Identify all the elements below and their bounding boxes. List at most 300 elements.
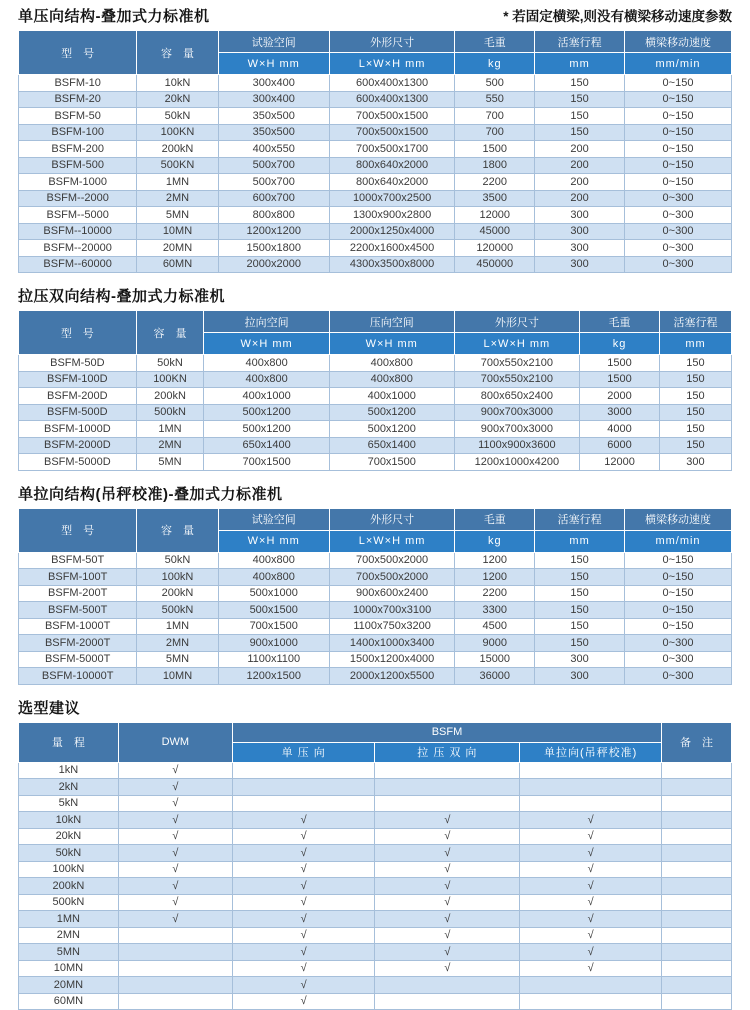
header-cell: 型 号	[19, 311, 137, 355]
cell: 5MN	[137, 651, 218, 668]
model-cell: 20kN	[19, 828, 119, 845]
cell: 400x800	[329, 371, 454, 388]
table-row	[19, 668, 732, 685]
cell: √	[375, 944, 520, 961]
cell: 300	[535, 668, 625, 685]
section-tension-compression	[18, 285, 732, 471]
cell: 0~300	[625, 668, 732, 685]
header-cell: 容 量	[137, 31, 218, 75]
table-row	[19, 993, 732, 1010]
cell: 500x1200	[204, 421, 329, 438]
cell: 600x400x1300	[329, 75, 454, 92]
cell: 500x1200	[329, 421, 454, 438]
table-row	[19, 223, 732, 240]
table-row	[19, 75, 732, 92]
cell: 2000x2000	[218, 256, 329, 273]
cell: 0~150	[625, 91, 732, 108]
model-cell: BSFM-1000	[19, 174, 137, 191]
header-row	[19, 31, 732, 53]
cell: √	[520, 960, 662, 977]
cell: 10kN	[137, 75, 218, 92]
cell: 500x1200	[329, 404, 454, 421]
table-row	[19, 878, 732, 895]
header-cell: 型 号	[19, 508, 137, 552]
model-cell: BSFM--5000	[19, 207, 137, 224]
header-cell: DWM	[118, 722, 232, 762]
cell: 9000	[455, 635, 535, 652]
cell: 500kN	[136, 404, 204, 421]
cell: 0~300	[625, 190, 732, 207]
cell: 20kN	[137, 91, 218, 108]
cell: 500x700	[218, 157, 329, 174]
cell: 650x1400	[204, 437, 329, 454]
cell: 150	[535, 602, 625, 619]
model-cell: 100kN	[19, 861, 119, 878]
cell: 400x550	[218, 141, 329, 158]
cell: 1500	[580, 371, 660, 388]
header-cell: 型 号	[19, 31, 137, 75]
cell	[662, 845, 732, 862]
cell: 200	[535, 174, 625, 191]
table-row	[19, 552, 732, 569]
cell: 150	[659, 404, 731, 421]
cell	[520, 762, 662, 779]
header-cell: 外形尺寸	[454, 311, 579, 333]
cell: 300	[535, 223, 625, 240]
header-cell: 外形尺寸	[329, 508, 454, 530]
section-title: 单压向结构-叠加式力标准机	[18, 5, 210, 26]
cell: 150	[535, 75, 625, 92]
header-cell: 毛重	[455, 31, 535, 53]
cell: 60MN	[137, 256, 218, 273]
cell: 36000	[455, 668, 535, 685]
header-cell: mm	[535, 53, 625, 75]
cell: 700x1500	[218, 618, 329, 635]
cell: 500KN	[137, 157, 218, 174]
cell	[662, 993, 732, 1010]
cell: 300	[535, 240, 625, 257]
table-row	[19, 960, 732, 977]
cell: 0~300	[625, 240, 732, 257]
header-row	[19, 311, 732, 333]
cell: 100KN	[136, 371, 204, 388]
cell	[118, 960, 232, 977]
cell: 1500	[455, 141, 535, 158]
header-cell: mm	[535, 530, 625, 552]
cell: √	[118, 894, 232, 911]
header-cell: kg	[580, 333, 660, 355]
header-cell: 活塞行程	[535, 508, 625, 530]
model-cell: BSFM-5000T	[19, 651, 137, 668]
cell	[375, 977, 520, 994]
cell: 0~300	[625, 651, 732, 668]
table-row	[19, 157, 732, 174]
header-cell: mm/min	[625, 53, 732, 75]
cell: 700x550x2100	[454, 371, 579, 388]
cell: 0~300	[625, 223, 732, 240]
cell: 300	[535, 207, 625, 224]
cell: 0~150	[625, 108, 732, 125]
cell	[232, 795, 375, 812]
cell: 150	[535, 552, 625, 569]
cell: 50kN	[136, 355, 204, 372]
cell: √	[375, 845, 520, 862]
cell: 100kN	[137, 569, 218, 586]
header-cell: 横梁移动速度	[625, 31, 732, 53]
cell: √	[118, 779, 232, 796]
cell: 2000	[580, 388, 660, 405]
cell: 300x400	[218, 75, 329, 92]
cell	[118, 944, 232, 961]
cell: 150	[535, 124, 625, 141]
cell	[662, 894, 732, 911]
table-row	[19, 141, 732, 158]
cell: 200kN	[137, 141, 218, 158]
cell: √	[375, 828, 520, 845]
table-row	[19, 635, 732, 652]
section-head	[18, 697, 732, 718]
table-row	[19, 124, 732, 141]
cell: 4500	[455, 618, 535, 635]
cell: 200	[535, 190, 625, 207]
cell: 1500	[580, 355, 660, 372]
model-cell: BSFM-100T	[19, 569, 137, 586]
cell: 2MN	[136, 437, 204, 454]
selection-guide-table	[18, 722, 732, 1010]
cell: 45000	[455, 223, 535, 240]
cell: 400x800	[204, 355, 329, 372]
cell: 700	[455, 108, 535, 125]
cell: 20MN	[137, 240, 218, 257]
cell: 3500	[455, 190, 535, 207]
cell: 1500x1800	[218, 240, 329, 257]
cell: 700x500x1700	[329, 141, 454, 158]
section-title: 拉压双向结构-叠加式力标准机	[18, 285, 225, 306]
cell: 10MN	[137, 223, 218, 240]
cell: √	[520, 878, 662, 895]
cell: 550	[455, 91, 535, 108]
model-cell: 1MN	[19, 911, 119, 928]
cell: 1100x1100	[218, 651, 329, 668]
model-cell: BSFM-2000D	[19, 437, 137, 454]
table-row	[19, 256, 732, 273]
cell	[662, 911, 732, 928]
cell: 5MN	[136, 454, 204, 471]
cell: 4300x3500x8000	[329, 256, 454, 273]
header-cell: W×H mm	[329, 333, 454, 355]
cell: 15000	[455, 651, 535, 668]
model-cell: BSFM-2000T	[19, 635, 137, 652]
cell: √	[232, 861, 375, 878]
cell: 150	[535, 569, 625, 586]
table-row	[19, 944, 732, 961]
cell	[118, 977, 232, 994]
tension-compression-table	[18, 310, 732, 471]
cell: 4000	[580, 421, 660, 438]
header-cell: 毛重	[580, 311, 660, 333]
cell: 1400x1000x3400	[329, 635, 454, 652]
model-cell: BSFM-500	[19, 157, 137, 174]
cell: 200	[535, 157, 625, 174]
header-cell: 试验空间	[218, 508, 329, 530]
cell: 0~150	[625, 141, 732, 158]
cell: 800x650x2400	[454, 388, 579, 405]
cell: 1MN	[137, 174, 218, 191]
cell: 1500x1200x4000	[329, 651, 454, 668]
cell: 12000	[455, 207, 535, 224]
cell: 2MN	[137, 190, 218, 207]
cell: 700x500x1500	[329, 108, 454, 125]
cell: 150	[659, 355, 731, 372]
cell: 2200	[455, 585, 535, 602]
header-cell: 外形尺寸	[329, 31, 454, 53]
header-cell: W×H mm	[218, 530, 329, 552]
cell	[662, 861, 732, 878]
cell: √	[520, 894, 662, 911]
cell	[520, 977, 662, 994]
cell: 1200x1000x4200	[454, 454, 579, 471]
cell: 200kN	[136, 388, 204, 405]
cell: √	[118, 828, 232, 845]
cell: 150	[659, 437, 731, 454]
header-cell: 量 程	[19, 722, 119, 762]
table-row	[19, 371, 732, 388]
cell: 800x800	[218, 207, 329, 224]
model-cell: 2MN	[19, 927, 119, 944]
cell: √	[520, 861, 662, 878]
header-cell: mm	[659, 333, 731, 355]
section-single-tension	[18, 483, 732, 685]
cell	[375, 779, 520, 796]
cell: √	[375, 894, 520, 911]
table-row	[19, 927, 732, 944]
cell: 300	[535, 256, 625, 273]
model-cell: BSFM--10000	[19, 223, 137, 240]
model-cell: 200kN	[19, 878, 119, 895]
cell	[118, 927, 232, 944]
cell: √	[232, 960, 375, 977]
model-cell: 50kN	[19, 845, 119, 862]
cell: 150	[535, 585, 625, 602]
cell: 900x700x3000	[454, 421, 579, 438]
table-row	[19, 404, 732, 421]
section-selection-guide	[18, 697, 732, 1010]
cell: 50kN	[137, 108, 218, 125]
cell: 900x700x3000	[454, 404, 579, 421]
model-cell: BSFM-500D	[19, 404, 137, 421]
header-cell: BSFM	[232, 722, 661, 742]
model-cell: 10MN	[19, 960, 119, 977]
header-cell: 容 量	[136, 311, 204, 355]
model-cell: BSFM-50	[19, 108, 137, 125]
cell: √	[118, 911, 232, 928]
cell: √	[375, 927, 520, 944]
table-row	[19, 240, 732, 257]
cell: 500kN	[137, 602, 218, 619]
cell: √	[520, 911, 662, 928]
cell: √	[232, 894, 375, 911]
cell: 1MN	[137, 618, 218, 635]
header-cell: L×W×H mm	[329, 530, 454, 552]
cell: √	[118, 812, 232, 829]
model-cell: BSFM--2000	[19, 190, 137, 207]
model-cell: BSFM--60000	[19, 256, 137, 273]
cell	[662, 960, 732, 977]
cell: 700x500x1500	[329, 124, 454, 141]
model-cell: 60MN	[19, 993, 119, 1010]
cell: 2000x1250x4000	[329, 223, 454, 240]
cell: √	[232, 944, 375, 961]
model-cell: BSFM-5000D	[19, 454, 137, 471]
cell	[118, 993, 232, 1010]
table-row	[19, 421, 732, 438]
model-cell: 1kN	[19, 762, 119, 779]
cell: √	[375, 812, 520, 829]
cell: 0~150	[625, 124, 732, 141]
model-cell: BSFM-200D	[19, 388, 137, 405]
cell: 300x400	[218, 91, 329, 108]
cell: 0~150	[625, 157, 732, 174]
header-cell: 压向空间	[329, 311, 454, 333]
cell: 450000	[455, 256, 535, 273]
cell: 500	[455, 75, 535, 92]
table-row	[19, 894, 732, 911]
header-cell: 活塞行程	[535, 31, 625, 53]
cell	[662, 762, 732, 779]
cell: 1MN	[136, 421, 204, 438]
cell: 700x1500	[329, 454, 454, 471]
cell: 0~150	[625, 174, 732, 191]
cell: 3300	[455, 602, 535, 619]
header-cell: 备 注	[662, 722, 732, 762]
cell: 400x1000	[204, 388, 329, 405]
model-cell: BSFM-10000T	[19, 668, 137, 685]
table-row	[19, 91, 732, 108]
section-single-compression	[18, 5, 732, 273]
cell: 150	[659, 421, 731, 438]
table-row	[19, 779, 732, 796]
table-row	[19, 388, 732, 405]
cell: 3000	[580, 404, 660, 421]
cell	[662, 927, 732, 944]
cell: 300	[535, 651, 625, 668]
header-cell: kg	[455, 530, 535, 552]
section-title: 选型建议	[18, 697, 80, 718]
cell: √	[375, 878, 520, 895]
table-row	[19, 812, 732, 829]
cell: 10MN	[137, 668, 218, 685]
header-cell: 单拉向(吊秤校准)	[520, 742, 662, 762]
cell: 500x1000	[218, 585, 329, 602]
cell	[520, 795, 662, 812]
cell: √	[232, 977, 375, 994]
cell: 0~150	[625, 569, 732, 586]
cell	[662, 795, 732, 812]
cell: 2200	[455, 174, 535, 191]
cell: √	[375, 911, 520, 928]
crossbeam-note: * 若固定横梁,则没有横梁移动速度参数	[503, 5, 732, 25]
table-row	[19, 585, 732, 602]
cell: √	[232, 812, 375, 829]
cell: 400x800	[204, 371, 329, 388]
cell	[375, 762, 520, 779]
cell: 700	[455, 124, 535, 141]
cell: 900x600x2400	[329, 585, 454, 602]
model-cell: BSFM-1000T	[19, 618, 137, 635]
cell: 0~300	[625, 207, 732, 224]
cell: 700x500x2000	[329, 569, 454, 586]
cell: 200kN	[137, 585, 218, 602]
table-row	[19, 602, 732, 619]
cell: 400x1000	[329, 388, 454, 405]
cell: 1100x750x3200	[329, 618, 454, 635]
cell: 2200x1600x4500	[329, 240, 454, 257]
cell: 600x700	[218, 190, 329, 207]
header-cell: L×W×H mm	[454, 333, 579, 355]
cell	[520, 993, 662, 1010]
cell: 500x1200	[204, 404, 329, 421]
cell: 1100x900x3600	[454, 437, 579, 454]
cell: 0~150	[625, 602, 732, 619]
cell: 400x800	[329, 355, 454, 372]
model-cell: BSFM-50T	[19, 552, 137, 569]
cell	[375, 993, 520, 1010]
model-cell: BSFM-10	[19, 75, 137, 92]
model-cell: 2kN	[19, 779, 119, 796]
cell: 350x500	[218, 108, 329, 125]
cell: √	[520, 812, 662, 829]
cell: 650x1400	[329, 437, 454, 454]
cell: 2000x1200x5500	[329, 668, 454, 685]
cell: √	[520, 845, 662, 862]
cell: 1000x700x3100	[329, 602, 454, 619]
table-row	[19, 190, 732, 207]
table-row	[19, 437, 732, 454]
table-row	[19, 762, 732, 779]
cell	[520, 779, 662, 796]
table-row	[19, 845, 732, 862]
section-head	[18, 5, 732, 26]
table-row	[19, 795, 732, 812]
cell: 900x1000	[218, 635, 329, 652]
model-cell: BSFM-1000D	[19, 421, 137, 438]
cell: 12000	[580, 454, 660, 471]
header-cell: W×H mm	[204, 333, 329, 355]
cell	[232, 779, 375, 796]
cell: 350x500	[218, 124, 329, 141]
cell	[662, 977, 732, 994]
cell: 0~150	[625, 552, 732, 569]
section-title: 单拉向结构(吊秤校准)-叠加式力标准机	[18, 483, 283, 504]
cell	[232, 762, 375, 779]
cell	[662, 878, 732, 895]
cell: √	[118, 861, 232, 878]
cell: 0~150	[625, 585, 732, 602]
table-row	[19, 618, 732, 635]
cell: 120000	[455, 240, 535, 257]
cell: √	[375, 960, 520, 977]
header-row	[19, 722, 732, 742]
cell: 400x800	[218, 552, 329, 569]
header-cell: 容 量	[137, 508, 218, 552]
cell: 400x800	[218, 569, 329, 586]
model-cell: BSFM-100D	[19, 371, 137, 388]
header-cell: 活塞行程	[659, 311, 731, 333]
cell: 200	[535, 141, 625, 158]
cell: √	[520, 944, 662, 961]
cell: 5MN	[137, 207, 218, 224]
cell: 1300x900x2800	[329, 207, 454, 224]
